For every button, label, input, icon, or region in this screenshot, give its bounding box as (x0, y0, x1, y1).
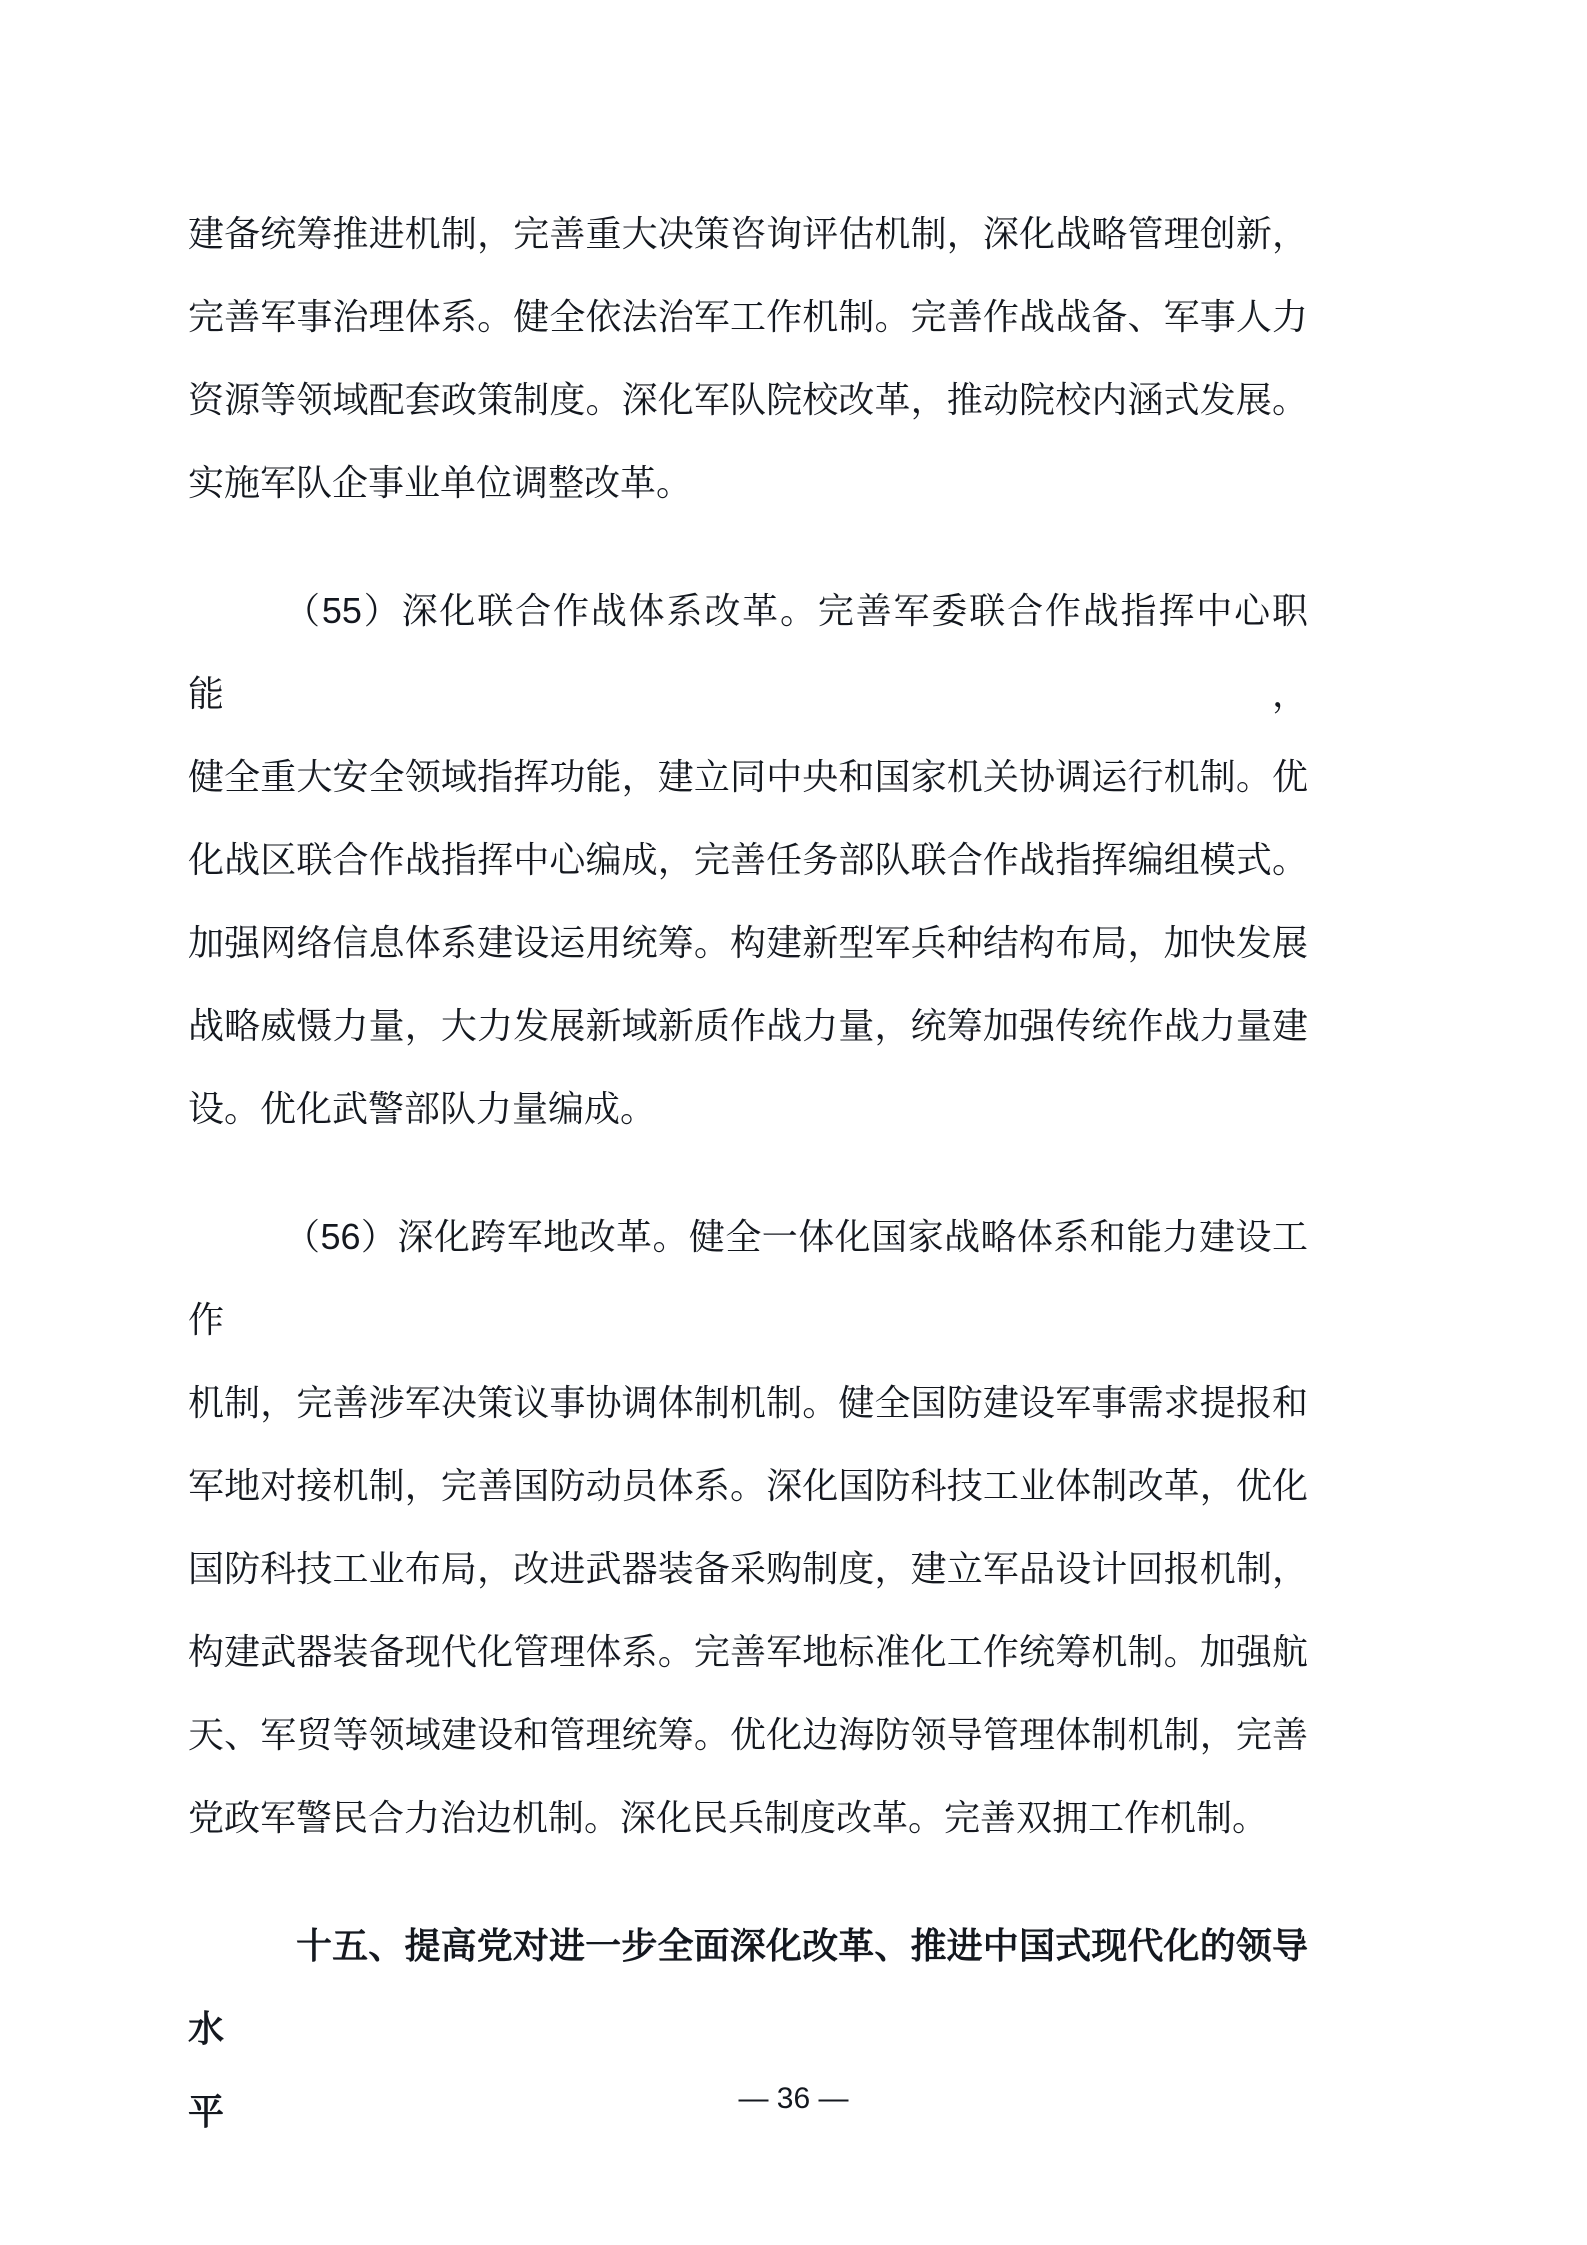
body-line: 化战区联合作战指挥中心编成，完善任务部队联合作战指挥编组模式。 (188, 839, 1308, 880)
paragraph (188, 192, 1308, 524)
body-line: （55）深化联合作战体系改革。完善军委联合作战指挥中心职能， (188, 590, 1308, 714)
body-line: 设。优化武警部队力量编成。 (188, 1088, 657, 1129)
paragraph (188, 1195, 1308, 1859)
body-line: 实施军队企事业单位调整改革。 (188, 462, 693, 503)
document-body (188, 192, 1308, 2153)
body-line: 加强网络信息体系建设运用统筹。构建新型军兵种结构布局，加快发展 (188, 922, 1308, 963)
body-line: 建备统筹推进机制，完善重大决策咨询评估机制，深化战略管理创新， (188, 213, 1308, 254)
body-line: 战略威慑力量，大力发展新域新质作战力量，统筹加强传统作战力量建 (188, 1005, 1308, 1046)
body-line: 国防科技工业布局，改进武器装备采购制度，建立军品设计回报机制， (188, 1548, 1308, 1589)
paragraph (188, 569, 1308, 1150)
body-line: 健全重大安全领域指挥功能，建立同中央和国家机关协调运行机制。优 (188, 756, 1308, 797)
body-line: 资源等领域配套政策制度。深化军队院校改革，推动院校内涵式发展。 (188, 379, 1308, 420)
body-line: 机制，完善涉军决策议事协调体制机制。健全国防建设军事需求提报和 (188, 1382, 1308, 1423)
body-line: 天、军贸等领域建设和管理统筹。优化边海防领导管理体制机制，完善 (188, 1714, 1308, 1755)
body-line: 军地对接机制，完善国防动员体系。深化国防科技工业体制改革，优化 (188, 1465, 1308, 1506)
body-line: （56）深化跨军地改革。健全一体化国家战略体系和能力建设工作 (188, 1216, 1308, 1340)
body-line: 构建武器装备现代化管理体系。完善军地标准化工作统筹机制。加强航 (188, 1631, 1308, 1672)
heading-line: 十五、提高党对进一步全面深化改革、推进中国式现代化的领导水 (188, 1925, 1308, 2049)
body-line: 党政军警民合力治边机制。深化民兵制度改革。完善双拥工作机制。 (188, 1797, 1269, 1838)
body-line: 完善军事治理体系。健全依法治军工作机制。完善作战战备、军事人力 (188, 296, 1308, 337)
heading-line: 平 (188, 2091, 225, 2132)
page-number: — 36 — (738, 2082, 849, 2115)
